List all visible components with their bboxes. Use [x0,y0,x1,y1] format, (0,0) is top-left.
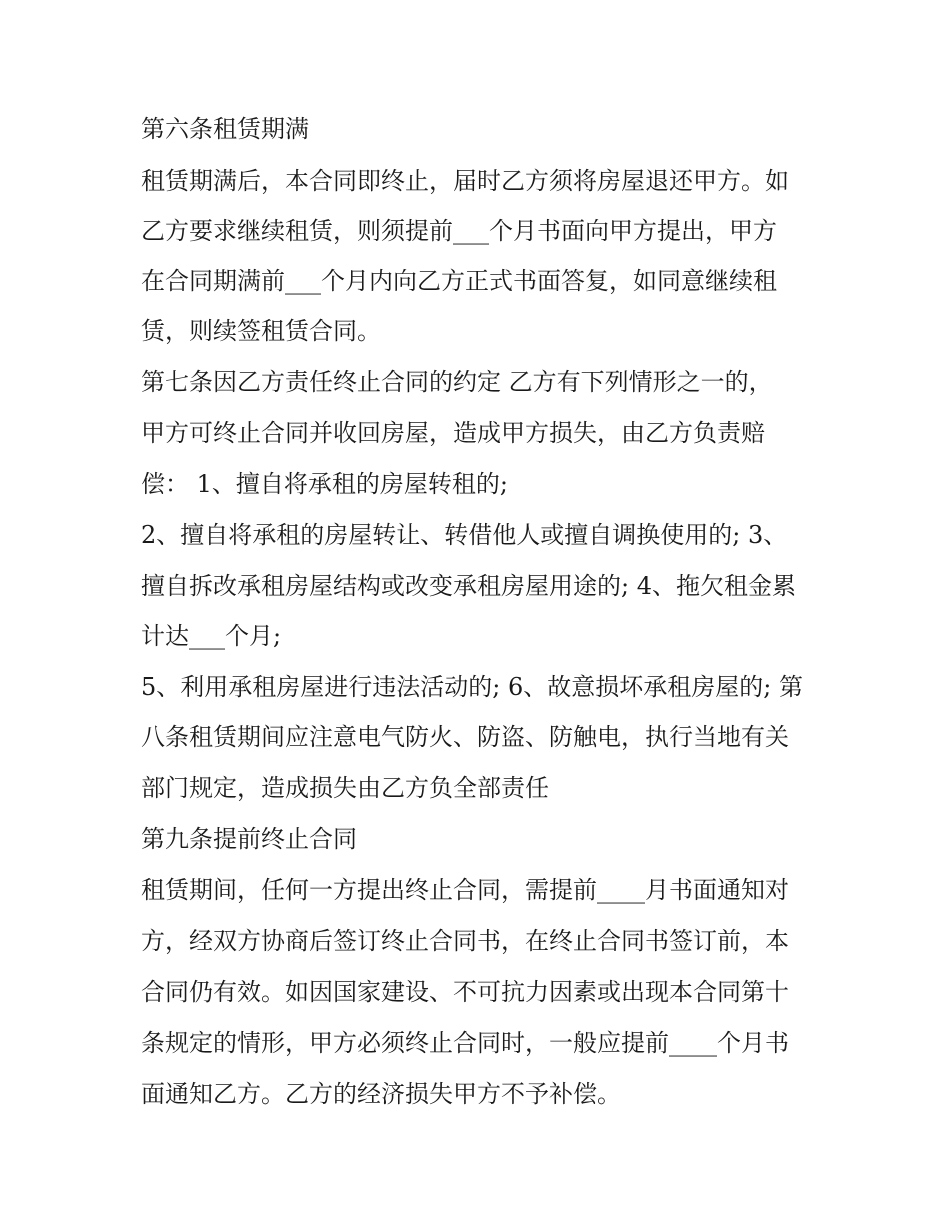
text-line: 赁，则续签租赁合同。 [141,317,381,345]
text-line: 租赁期满后，本合同即终止，届时乙方须将房屋退还甲方。如 [141,167,789,195]
text-line: 在合同期满前___个月内向乙方正式书面答复，如同意继续租 [141,267,777,295]
text-line: 部门规定，造成损失由乙方负全部责任 [141,774,549,802]
text-line: 5、利用承租房屋进行违法活动的; 6、故意损坏承租房屋的; 第 [141,673,803,701]
text-line: 2、擅自将承租的房屋转让、转借他人或擅自调换使用的; 3、 [141,521,788,549]
text-line: 计达___个月; [141,622,282,650]
text-line: 甲方可终止合同并收回房屋，造成甲方损失，由乙方负责赔 [141,419,765,447]
text-line: 条规定的情形，甲方必须终止合同时，一般应提前____个月书 [141,1029,789,1057]
article-9-heading: 第九条提前终止合同 [141,825,357,853]
text-line: 偿： 1、擅自将承租的房屋转租的; [141,470,508,498]
text-line: 八条租赁期间应注意电气防火、防盗、防触电，执行当地有关 [141,723,789,751]
text-line: 面通知乙方。乙方的经济损失甲方不予补偿。 [141,1080,621,1108]
text-line: 租赁期间，任何一方提出终止合同，需提前____月书面通知对 [141,876,789,904]
text-line: 擅自拆改承租房屋结构或改变承租房屋用途的; 4、拖欠租金累 [141,572,796,600]
text-line: 乙方要求继续租赁，则须提前___个月书面向甲方提出，甲方 [141,217,777,245]
text-line: 合同仍有效。如因国家建设、不可抗力因素或出现本合同第十 [141,978,789,1006]
article-7-line: 第七条因乙方责任终止合同的约定 乙方有下列情形之一的， [141,368,773,396]
article-6-heading: 第六条租赁期满 [141,115,309,143]
text-line: 方，经双方协商后签订终止合同书，在终止合同书签订前，本 [141,927,789,955]
